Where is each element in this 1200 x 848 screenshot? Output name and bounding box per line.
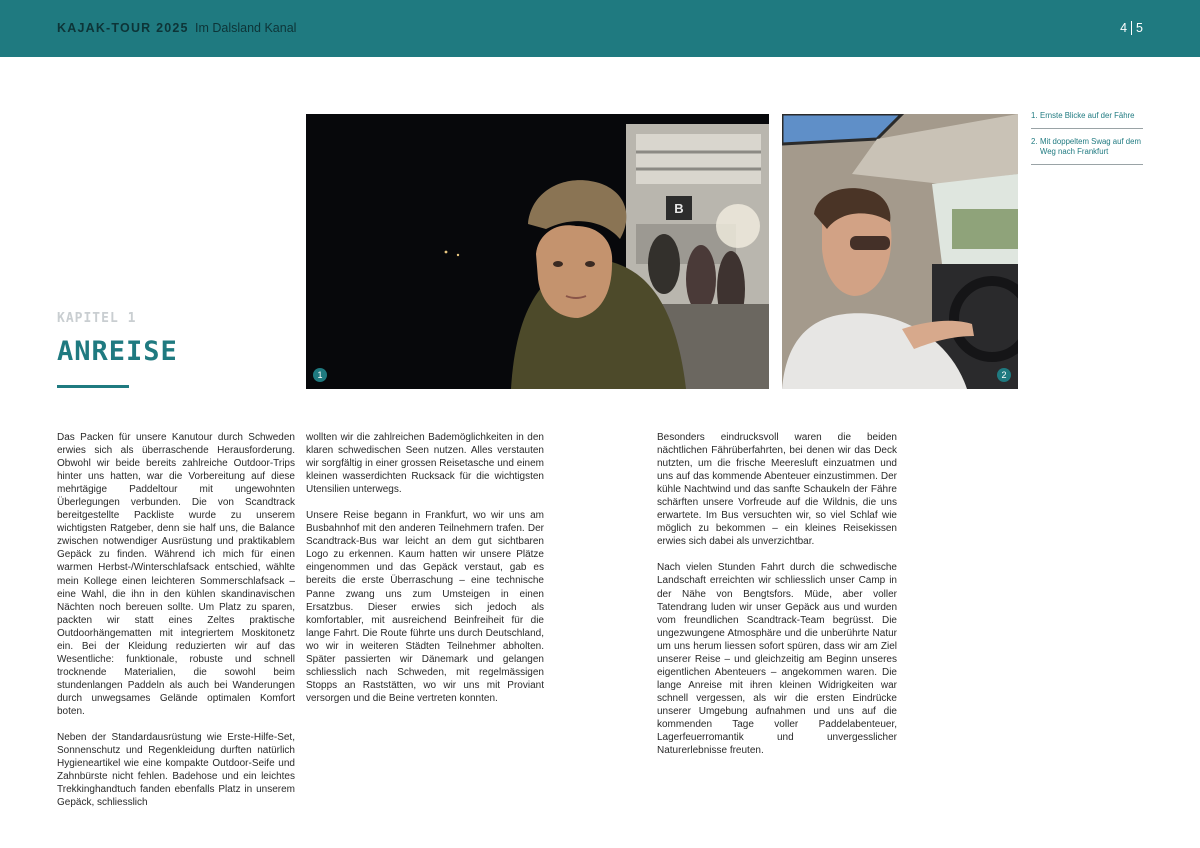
- text-column-2: [306, 431, 544, 718]
- caption-text: Mit doppeltem Swag auf dem Weg nach Frankfurt: [1040, 136, 1141, 157]
- photo-car-illustration: [782, 114, 1018, 389]
- text-column-3: [657, 431, 897, 770]
- page-total: 5: [1136, 21, 1143, 35]
- header-subtitle: Im Dalsland Kanal: [195, 21, 297, 35]
- page-number: [1120, 21, 1143, 35]
- caption-text: Ernste Blicke auf der Fähre: [1040, 111, 1135, 120]
- paragraph: Besonders eindrucksvoll waren die beiden nächtlichen Fährüberfahrten, bei denen wir das Deck nutzten, um die frische Meeresluft einzuatmen und uns auf das kommende Abenteuer einzustimmen. Der kühle Nachtwind und das sanfte Schaukeln der Fähre schärften unsere Vorfreude auf die Wildnis, die uns erwartete. Im Bus versuchten wir, so viel Schlaf wie möglich zu bekommen – ein kleines Reisekissen erwies sich dabei als unverzichtbar.: [657, 432, 897, 548]
- page-current: 4: [1120, 21, 1128, 35]
- photo-ferry-illustration: [306, 114, 769, 389]
- chapter-title-underline: [57, 385, 129, 388]
- chapter-title: ANREISE: [57, 336, 178, 367]
- photo-number-badge: 2: [997, 368, 1011, 382]
- photo-number-badge: 1: [313, 368, 327, 382]
- photo-captions: [1031, 111, 1143, 173]
- text-column-1: [57, 431, 295, 822]
- caption-item: [1031, 111, 1143, 129]
- photo-car-driver: [782, 114, 1018, 389]
- caption-number: 2.: [1031, 136, 1038, 146]
- photo-ferry-portrait: [306, 114, 769, 389]
- caption-number: 1.: [1031, 111, 1038, 120]
- paragraph: Unsere Reise begann in Frankfurt, wo wir uns am Busbahnhof mit den anderen Teilnehmern trafen. Der Scandtrack-Bus war leicht an dem gut sichtbaren Logo zu erkennen. Kaum hatten wir unsere Plätze eingenommen und das Gepäck verstaut, gab es bereits die erste Überraschung – eine technische Panne zwang uns zum Umsteigen in einen Ersatzbus. Dieser erwies sich jedoch als komfortabler, mit ausreichend Beinfreiheit für die lange Fahrt. Die Route führte uns durch Deutschland, wo wir in weiteren Städten Teilnehmer abholten. Später passierten wir Dänemark und gelangen schliesslich nach Schweden, mit regelmässigen Stopps an Raststätten, wo wir uns mit Proviant versorgen und die Beine vertreten konnten.: [306, 510, 544, 704]
- paragraph: Nach vielen Stunden Fahrt durch die schwedische Landschaft erreichten wir schliesslich unser Camp in der Nähe von Bengtsfors. Müde, aber voller Tatendrang luden wir unser Gepäck aus und wurden vom freundlichen Scandtrack-Team begrüsst. Die ungezwungene Atmosphäre und die unberührte Natur um uns herum liessen sofort spüren, dass wir am Ziel unserer Reise – und gleichzeitig am Beginn unseres eigentlichen Abenteuers – angekommen waren. Die lange Anreise mit ihren kleinen Widrigkeiten war schnell vergessen, als wir die ersten Eindrücke unserer Umgebung aufnahmen und uns auf die kommenden Tage voller Paddelabenteuer, Lagerfeuerromantik und unvergesslicher Naturerlebnisse freuten.: [657, 562, 897, 757]
- paragraph: Das Packen für unsere Kanutour durch Schweden erwies sich als überraschende Herausforderung. Obwohl wir beide bereits zahlreiche Outdoor-Trips hinter uns hatten, war die Vorbereitung auf diese mehrtägige Paddeltour mit ungewohnten Überlegungen verbunden. Die von Scandtrack bereitgestellte Packliste wurde zu unserem wichtigsten Ratgeber, denn sie half uns, die Balance zwischen notwendiger Ausrüstung und praktikablem Gepäck zu finden. Während ich mich für einen warmen Herbst-/Winterschlafsack entschied, wählte mein Kollege einen leichteren Sommerschlafsack – eine Wahl, die ihn in den kühlen skandinavischen Nächten noch bereuen sollte. Um Platz zu sparen, packten wir statt eines Zeltes praktische Outdoorhängematten mit integriertem Moskitonetz ein. Bei der Kleidung reduzierten wir auf das Wesentliche: funktionale, robuste und schnell trocknende Materialien, die sowohl beim stundenlangen Paddeln als auch bei Wanderungen durch unwegsames Gelände optimalen Komfort boten.: [57, 432, 295, 717]
- paragraph: Neben der Standardausrüstung wie Erste-Hilfe-Set, Sonnenschutz und Regenkleidung durften natürlich Hygieneartikel wie eine kompakte Outdoor-Seife und Zahnbürste nicht fehlen. Badehose und ein leichtes Trekkinghandtuch fanden ebenfalls Platz in unserem Gepäck, schliesslich: [57, 732, 295, 809]
- header-brand: KAJAK-TOUR 2025: [57, 21, 189, 35]
- page-header: [0, 0, 1200, 57]
- caption-item: [1031, 137, 1143, 165]
- svg-text:B: B: [674, 201, 684, 216]
- paragraph: wollten wir die zahlreichen Bademöglichkeiten in den klaren schwedischen Seen nutzen. Alles verstauten wir sorgfältig in einer grossen Reisetasche und einem kleinen wasserdichten Rucksack für die wichtigsten Utensilien unterwegs.: [306, 432, 544, 496]
- chapter-label: KAPITEL 1: [57, 311, 137, 326]
- page-number-divider: [1131, 21, 1132, 35]
